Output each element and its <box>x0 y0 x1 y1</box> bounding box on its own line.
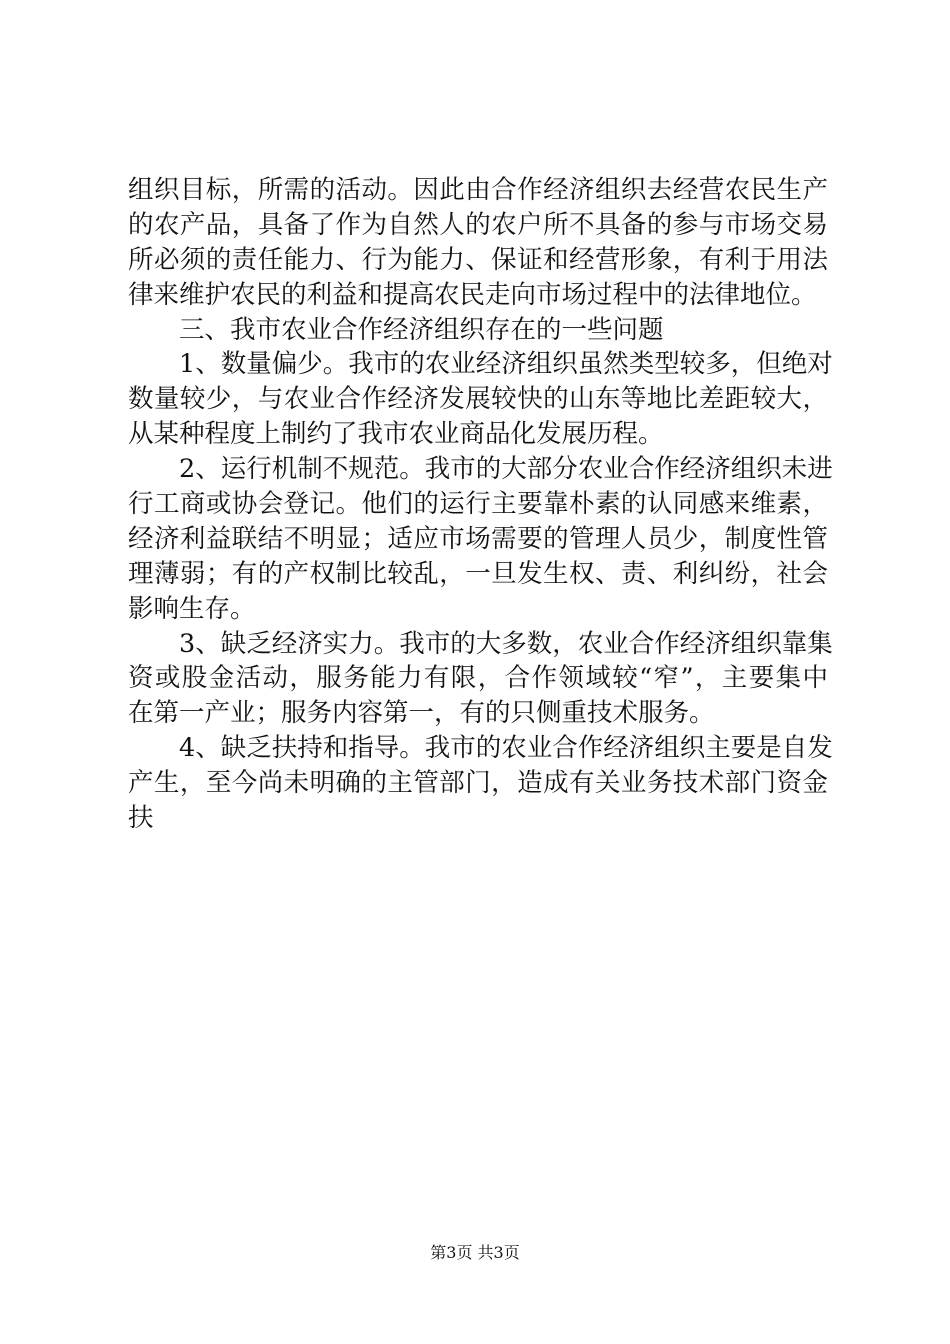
body-line: 1、数量偏少。我市的农业经济组织虽然类型较多，但绝对 <box>128 349 833 380</box>
body-line: 所必须的责任能力、行为能力、保证和经营形象，有利于用法 <box>128 244 828 275</box>
body-line: 在第一产业；服务内容第一，有的只侧重技术服务。 <box>128 698 715 729</box>
section-heading: 三、我市农业合作经济组织存在的一些问题 <box>128 314 664 345</box>
body-line: 律来维护农民的利益和提高农民走向市场过程中的法律地位。 <box>128 279 817 310</box>
body-line: 3、缺乏经济实力。我市的大多数，农业合作经济组织靠集 <box>128 628 833 659</box>
body-line: 数量较少，与农业合作经济发展较快的山东等地比差距较大， <box>128 384 828 415</box>
body-line: 组织目标，所需的活动。因此由合作经济组织去经营农民生产 <box>128 175 828 205</box>
body-line: 产生，至今尚未明确的主管部门，造成有关业务技术部门资金 <box>128 768 828 799</box>
body-line: 从某种程度上制约了我市农业商品化发展历程。 <box>128 419 664 450</box>
body-line: 行工商或协会登记。他们的运行主要靠朴素的认同感来维素， <box>128 489 828 520</box>
body-line: 4、缺乏扶持和指导。我市的农业合作经济组织主要是自发 <box>128 733 833 764</box>
body-line: 扶 <box>128 803 154 834</box>
body-line: 2、运行机制不规范。我市的大部分农业合作经济组织未进 <box>128 454 833 485</box>
body-line: 影响生存。 <box>128 593 256 624</box>
page-number-footer: 第3页 共3页 <box>430 1243 520 1262</box>
body-line: 理薄弱；有的产权制比较乱，一旦发生权、责、利纠纷，社会 <box>128 558 828 589</box>
body-line: 经济利益联结不明显；适应市场需要的管理人员少，制度性管 <box>128 523 828 554</box>
body-line: 资或股金活动，服务能力有限，合作领域较“窄”，主要集中 <box>128 663 828 694</box>
document-body <box>128 173 833 836</box>
body-line: 的农产品，具备了作为自然人的农户所不具备的参与市场交易 <box>128 209 828 240</box>
